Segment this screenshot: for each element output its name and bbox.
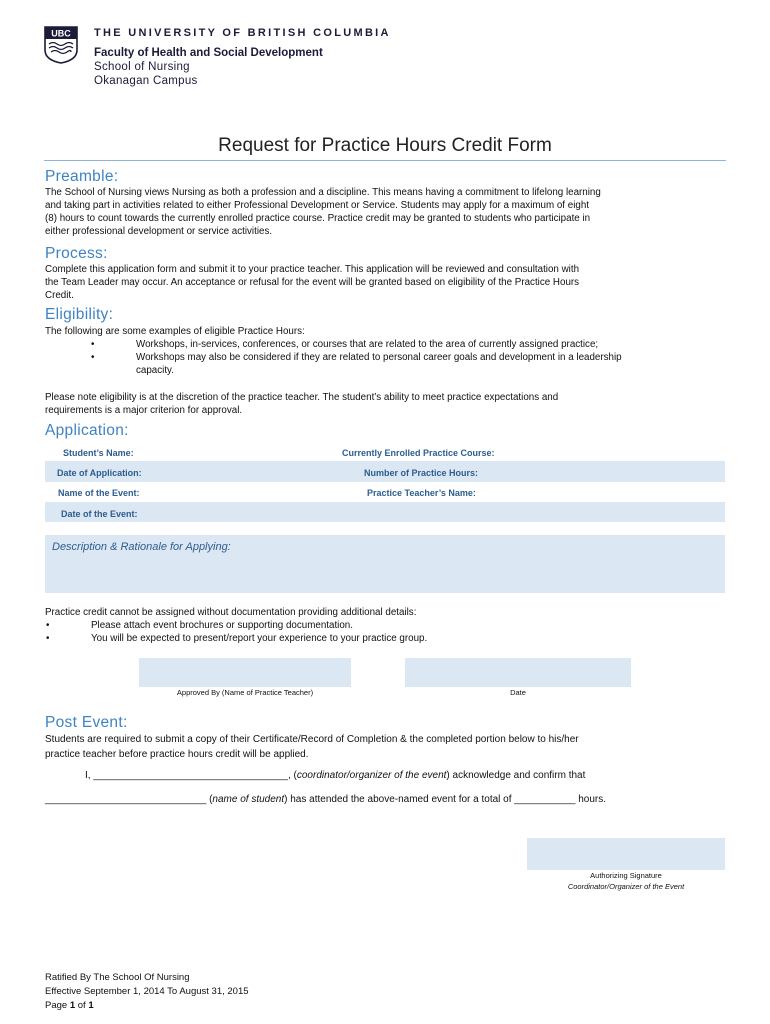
coordinator-label: Coordinator/Organizer of the Event [567,882,685,891]
approved-by-label: Approved By (Name of Practice Teacher) [176,688,314,697]
authorizing-signature-label: Authorizing Signature [590,871,662,880]
page-of: of [75,1000,89,1011]
ack2-prefix: _____________________________ ( [45,794,213,805]
ack1-role: coordinator/organizer of the event [296,770,447,781]
university-name: THE UNIVERSITY OF BRITISH COLUMBIA [94,27,391,39]
approval-date-label: Date [510,688,526,697]
event-date-label: Date of the Event: [61,509,138,519]
bullet-icon: • [46,633,50,644]
eligibility-bullet: capacity. [136,365,174,376]
acknowledgement-line-1 [85,770,585,781]
process-line: Complete this application form and submit it to your practice teacher. This application will be reviewed and consultation with [45,264,580,275]
post-event-line: Students are required to submit a copy of their Certificate/Record of Completion & the completed portion below to his/her [45,734,579,745]
eligibility-intro: The following are some examples of eligible Practice Hours: [45,326,305,337]
preamble-heading: Preamble: [45,168,119,185]
current-course-label: Currently Enrolled Practice Course: [342,448,495,458]
event-name-label: Name of the Event: [58,488,140,498]
eligibility-heading: Eligibility: [45,306,114,323]
preamble-text [45,186,727,238]
documentation-bullet: You will be expected to present/report your experience to your practice group. [91,633,428,644]
ubc-logo [44,26,78,64]
eligibility-note-line: requirements is a major criterion for approval. [45,405,243,416]
svg-text:UBC: UBC [51,28,71,39]
preamble-line: The School of Nursing views Nursing as both a profession and a discipline. This means having a commitment to lifelong learning [45,187,601,198]
preamble-line: and taking part in activities related to either Professional Development or Service. Students may apply for a maximum of eight [45,200,589,211]
number-of-hours-label: Number of Practice Hours: [364,468,479,478]
preamble-line: (8) hours to count towards the currently enrolled practice course. Practice credit may be granted to students who participate in [45,213,591,224]
ack2-suffix: ) has attended the above-named event for a total of ___________ hours. [284,794,607,805]
description-label: Description & Rationale for Applying: [52,541,231,553]
eligibility-note [45,391,727,417]
approved-by-field[interactable] [139,658,351,687]
page-prefix: Page [45,1000,70,1011]
application-heading: Application: [45,422,129,439]
students-name-label: Student’s Name: [63,448,134,458]
event-date-row-shaded[interactable] [45,502,725,522]
eligibility-note-line: Please note eligibility is at the discretion of the practice teacher. The student’s ability to meet practice expectations and [45,392,559,403]
practice-teacher-label: Practice Teacher’s Name: [367,488,476,498]
post-event-text [45,732,727,762]
footer-effective: Effective September 1, 2014 To August 31, 2015 [45,986,249,997]
title-divider [44,160,726,161]
documentation-intro: Practice credit cannot be assigned without documentation providing additional details: [45,607,417,618]
process-line: the Team Leader may occur. An acceptance or refusal for the event will be granted based on eligibility of the Practice Hours [45,277,580,288]
eligibility-bullet: Workshops, in-services, conferences, or courses that are related to the area of currently assigned practice; [136,339,599,350]
post-event-line: practice teacher before practice hours credit will be applied. [45,749,309,760]
post-event-heading: Post Event: [45,714,128,731]
form-title: Request for Practice Hours Credit Form [218,135,552,156]
bullet-icon: • [91,352,95,363]
eligibility-bullet: Workshops may also be considered if they are related to personal career goals and development in a leadership [136,352,622,363]
process-line: Credit. [45,290,74,301]
school-name: School of Nursing [94,61,190,73]
documentation-bullet: Please attach event brochures or supporting documentation. [91,620,353,631]
ack2-student: name of student [212,794,285,805]
footer-ratified: Ratified By The School Of Nursing [45,972,190,983]
page-number [45,999,94,1012]
campus-name: Okanagan Campus [94,75,198,87]
approval-date-field[interactable] [405,658,631,687]
acknowledgement-line-2 [45,794,606,805]
preamble-line: either professional development or service activities. [45,226,273,237]
date-of-application-label: Date of Application: [57,468,142,478]
process-heading: Process: [45,245,108,262]
page-total: 1 [88,1000,94,1011]
bullet-icon: • [91,339,95,350]
page-current: 1 [69,1000,76,1011]
faculty-name: Faculty of Health and Social Development [94,47,323,59]
bullet-icon: • [46,620,50,631]
authorizing-signature-field[interactable] [527,838,725,870]
ack1-prefix: I, ___________________________________, ( [85,770,297,781]
ack1-suffix: ) acknowledge and confirm that [446,770,586,781]
process-text [45,263,727,302]
